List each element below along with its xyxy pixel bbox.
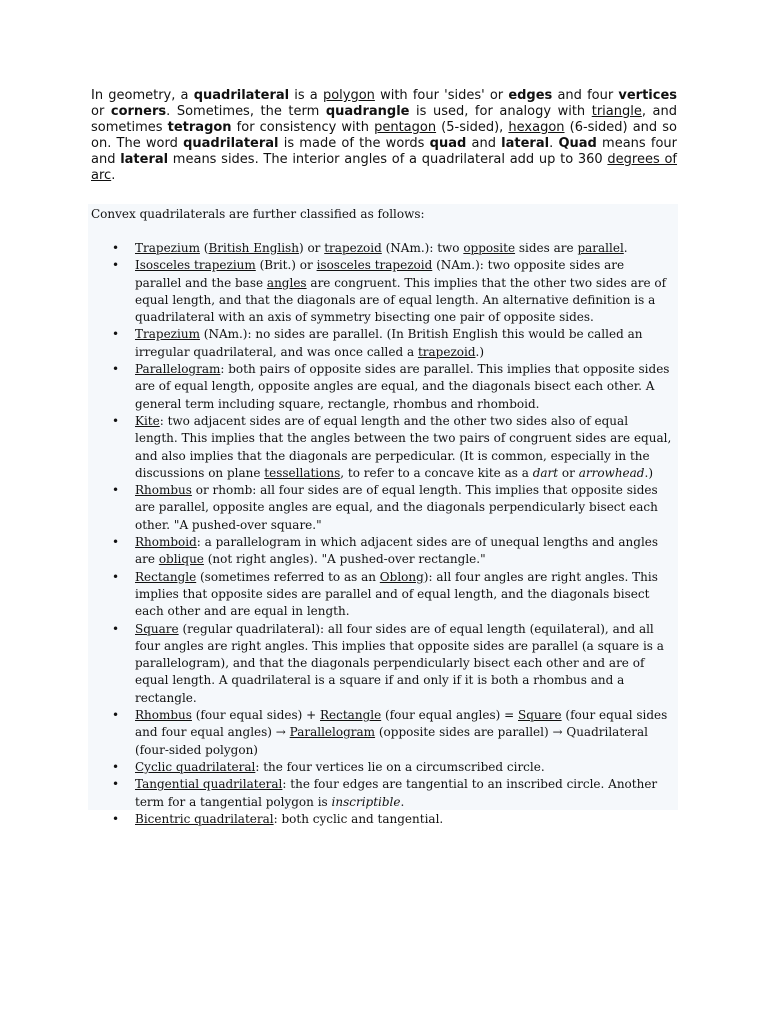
intro-text: and — [466, 136, 502, 151]
intro-text: is used, for analogy with — [409, 104, 592, 119]
item-text: or — [558, 465, 579, 480]
list-item — [88, 776, 674, 811]
item-text: , to refer to a concave kite as a — [340, 465, 533, 480]
term-lateral: lateral — [501, 136, 550, 151]
link-rectangle[interactable]: Rectangle — [135, 569, 197, 584]
item-text: . — [623, 241, 628, 255]
list-item — [88, 257, 674, 326]
link-trapezoid-2[interactable]: trapezoid — [417, 344, 476, 359]
list-item — [88, 534, 674, 569]
intro-text: (6-sided) and so on. The word — [91, 120, 677, 151]
item-text: ( — [199, 241, 209, 255]
link-degrees-of-arc[interactable]: degrees of arc — [91, 152, 678, 183]
item-text: : two adjacent sides are of equal length and the other two sides also of equal length. This implies that the angles between the two pairs of congruent sides are equal, and also implies that the diagonals are perpedicular. (It is common, especially in the discussions on plane — [135, 413, 672, 480]
link-rhombus-2[interactable]: Rhombus — [135, 708, 192, 723]
intro-text: with four 'sides' or — [374, 88, 509, 103]
term-quad-2: Quad — [558, 136, 597, 151]
list-item — [88, 811, 674, 828]
item-text: : the four edges are tangential to an inscribed circle. Another term for a tangential polygon is — [135, 777, 658, 809]
link-trapezoid[interactable]: trapezoid — [324, 241, 382, 255]
link-british-english[interactable]: British English — [208, 241, 299, 255]
term-quad: quad — [429, 136, 467, 151]
intro-text: . Sometimes, the term — [166, 104, 326, 119]
intro-text: and four — [552, 88, 619, 103]
term-dart: dart — [532, 465, 559, 480]
link-rhomboid[interactable]: Rhomboid — [135, 535, 197, 550]
link-opposite[interactable]: opposite — [463, 241, 516, 255]
item-text: (NAm.): two — [381, 241, 464, 255]
item-text: (opposite sides are parallel) → Quadrilateral (four-sided polygon) — [135, 725, 648, 757]
item-text: ): all four angles are right angles. This implies that opposite sides are parallel and of equal length, and the diagonals bisect each other and are equal in length. — [135, 569, 658, 619]
intro-text: means four and — [91, 136, 678, 167]
link-parallelogram[interactable]: Parallelogram — [135, 362, 221, 377]
link-parallelogram-2[interactable]: Parallelogram — [289, 725, 376, 740]
intro-text: , and sometimes — [91, 104, 678, 135]
link-angles[interactable]: angles — [266, 275, 307, 290]
link-square-2[interactable]: Square — [517, 708, 562, 723]
item-text: are congruent. This implies that the other two sides are of equal length, and that the diagonals are of equal length. An alternative definition is a quadrilateral with an axis of symmetry bisecting one pair of opposite sides. — [135, 275, 667, 325]
term-tetragon: tetragon — [167, 120, 232, 135]
list-item — [88, 621, 674, 707]
list-item — [88, 759, 674, 776]
link-cyclic-quadrilateral[interactable]: Cyclic quadrilateral — [135, 759, 256, 774]
term-quadrilateral: quadrilateral — [193, 88, 290, 103]
link-oblique[interactable]: oblique — [158, 552, 204, 567]
item-text: (sometimes referred to as an — [196, 569, 380, 584]
intro-text: . — [549, 136, 559, 151]
intro-text: or — [91, 104, 111, 119]
item-text: (four equal sides) + — [191, 708, 320, 723]
link-isosceles-trapezoid[interactable]: isosceles trapezoid — [316, 258, 433, 273]
list-item — [88, 482, 674, 534]
list-item — [88, 326, 674, 361]
list-item — [88, 240, 674, 257]
term-inscriptible: inscriptible — [331, 794, 401, 809]
link-trapezium[interactable]: Trapezium — [135, 241, 200, 255]
item-text: : both pairs of opposite sides are parallel. This implies that opposite sides are of equal length, opposite angles are equal, and the diagonals bisect each other. A general term including square, rectangle, rhombus and rhomboid. — [135, 362, 670, 411]
link-trapezium-nam[interactable]: Trapezium — [135, 327, 200, 342]
intro-text: In geometry, a — [91, 88, 194, 103]
term-edges: edges — [508, 88, 553, 103]
link-hexagon[interactable]: hexagon — [508, 120, 565, 135]
link-tessellations[interactable]: tessellations — [264, 465, 341, 480]
link-rhombus[interactable]: Rhombus — [135, 483, 192, 498]
list-item — [88, 707, 674, 759]
list-item — [88, 361, 674, 413]
item-text: (NAm.): no sides are parallel. (In British English this would be called an irregular quadrilateral, and was once called a — [135, 327, 643, 359]
link-isosceles-trapezium[interactable]: Isosceles trapezium — [135, 258, 256, 273]
intro-text: for consistency with — [231, 120, 375, 135]
item-text: .) — [475, 344, 485, 359]
item-text: .) — [644, 465, 653, 480]
item-text: : the four vertices lie on a circumscribed circle. — [255, 759, 545, 774]
item-text: sides are — [515, 241, 578, 255]
link-polygon[interactable]: polygon — [322, 88, 375, 103]
list-item — [88, 569, 674, 621]
classification-box — [88, 204, 678, 826]
intro-text: (5-sided), — [436, 120, 509, 135]
link-oblong[interactable]: Oblong — [379, 569, 424, 584]
link-bicentric-quadrilateral[interactable]: Bicentric quadrilateral — [135, 811, 274, 826]
term-lateral-2: lateral — [120, 152, 169, 167]
link-square[interactable]: Square — [135, 621, 179, 636]
link-kite[interactable]: Kite — [135, 413, 160, 428]
intro-paragraph — [91, 88, 677, 184]
term-arrowhead: arrowhead — [578, 465, 645, 480]
item-text: . — [400, 794, 405, 809]
item-text: (not right angles). "A pushed-over rectangle." — [203, 552, 486, 567]
item-text: (NAm.): two opposite sides are parallel and the base — [135, 258, 625, 290]
item-text: or rhomb: all four sides are of equal length. This implies that opposite sides are parallel, opposite angles are equal, and the diagonals perpendicularly bisect each other. "A pushed-over square." — [135, 483, 658, 532]
list-item — [88, 413, 674, 482]
intro-text: is a — [289, 88, 323, 103]
classification-lead: Convex quadrilaterals are further classified as follows: — [91, 207, 425, 221]
link-parallel[interactable]: parallel — [577, 241, 624, 255]
link-tangential-quadrilateral[interactable]: Tangential quadrilateral — [135, 777, 283, 792]
term-quadrangle: quadrangle — [325, 104, 410, 119]
link-pentagon[interactable]: pentagon — [374, 120, 437, 135]
item-text: ) or — [298, 241, 325, 255]
intro-text: is made of the words — [278, 136, 430, 151]
item-text: (four equal sides and four equal angles) → — [135, 708, 668, 740]
term-vertices: vertices — [618, 88, 678, 103]
link-rectangle-2[interactable]: Rectangle — [320, 708, 382, 723]
item-text: : a parallelogram in which adjacent sides are of unequal lengths and angles are — [135, 535, 659, 567]
link-triangle[interactable]: triangle — [591, 104, 642, 119]
item-text: : both cyclic and tangential. — [273, 811, 444, 826]
intro-text: means sides. The interior angles of a quadrilateral add up to 360 — [168, 152, 608, 167]
term-quadrilateral-2: quadrilateral — [183, 136, 279, 151]
item-text: (regular quadrilateral): all four sides are of equal length (equilateral), and all four angles are right angles. This implies that opposite sides are parallel (a square is a parallelogram), and that the diagonals perpendicularly bisect each other and are of equal length. A quadrilateral is a square if and only if it is both a rhombus and a rectangle. — [135, 621, 664, 705]
item-text: (four equal angles) = — [381, 708, 518, 723]
intro-text: . — [111, 168, 116, 183]
term-corners: corners — [110, 104, 167, 119]
classification-list — [88, 240, 674, 828]
item-text: (Brit.) or — [255, 258, 317, 273]
